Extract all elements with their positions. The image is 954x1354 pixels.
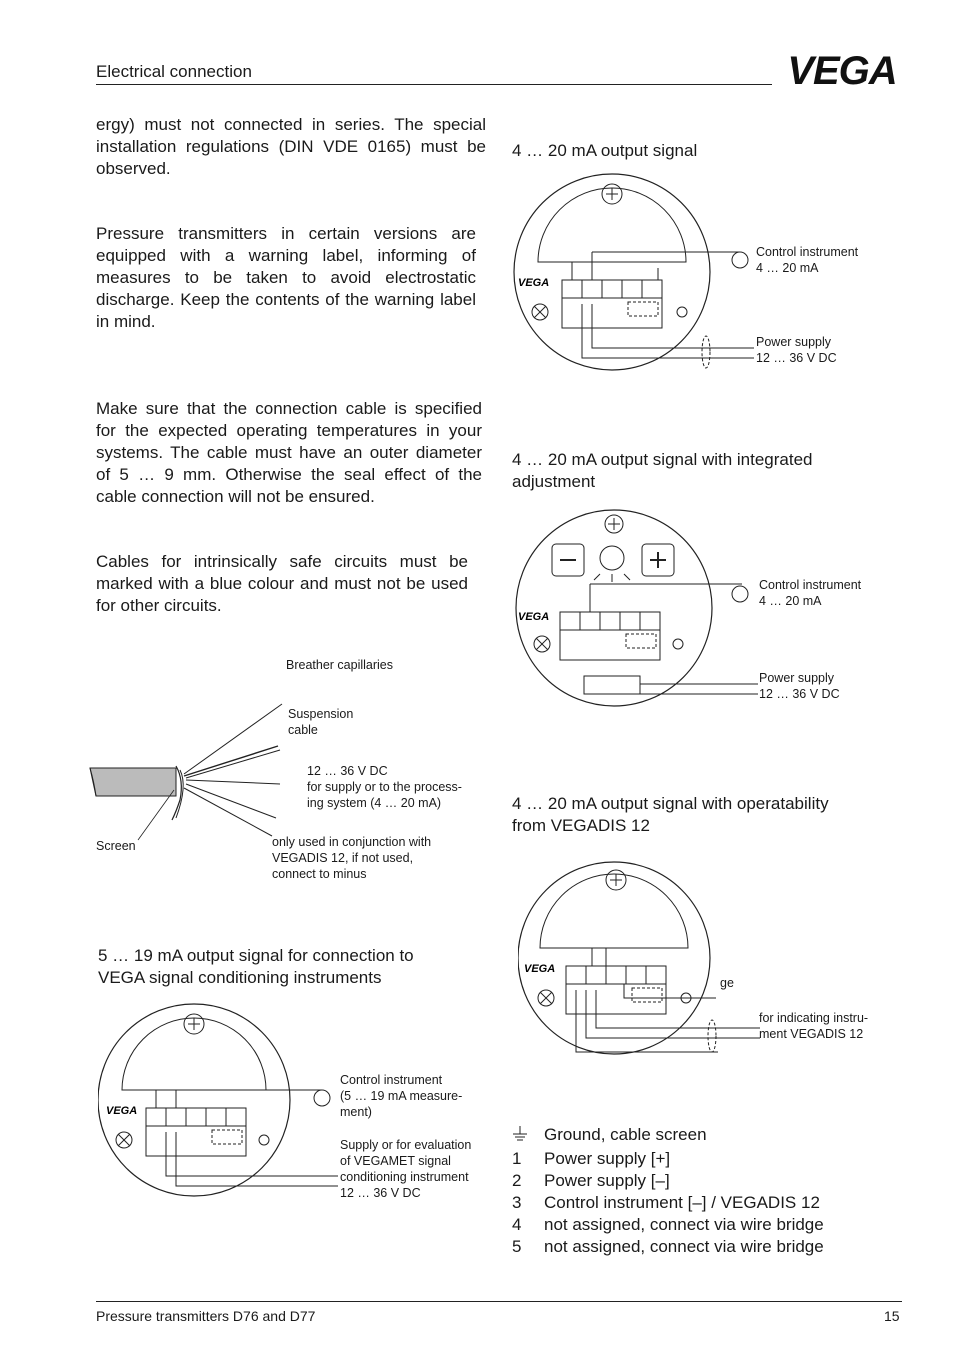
label-breather: Breather capillaries — [286, 658, 393, 672]
ground-icon — [512, 1124, 544, 1148]
legend-row-2: 2 Power supply [–] — [512, 1171, 670, 1190]
svg-text:VEGA: VEGA — [524, 963, 556, 975]
label-control-5-19: Control instrument (5 … 19 mA measure- ment) — [340, 1073, 463, 1119]
paragraph-series: ergy) must not connected in series. The special installation regulations (DIN VDE 0165) must be observed. — [96, 115, 486, 178]
label-indicating-vegadis: for indicating instru- ment VEGADIS 12 — [759, 1011, 869, 1041]
paragraph-warning-label: Pressure transmitters in certain versions are equipped with a warning label, informing of measures to be taken to avoid electrostatic discharge. Keep the contents of the warning label in mind. — [96, 224, 476, 331]
page-header-title: Electrical connection — [96, 62, 252, 81]
label-control-4-20: Control instrument 4 … 20 mA — [756, 245, 859, 275]
housing-diagram-4-20-vegadis — [518, 860, 760, 1060]
legend-row-3: 3 Control instrument [–] / VEGADIS 12 — [512, 1193, 820, 1212]
heading-4-20ma-vegadis: 4 … 20 mA output signal with operatability from VEGADIS 12 — [512, 794, 829, 835]
label-control-4-20-adj: Control instrument 4 … 20 mA — [759, 578, 862, 608]
vega-logo — [782, 52, 902, 88]
legend-row-4: 4 not assigned, connect via wire bridge — [512, 1215, 824, 1234]
label-supply: 12 … 36 V DC for supply or to the process- ing system (4 … 20 mA) — [307, 764, 462, 810]
header-rule — [96, 84, 772, 85]
svg-text:VEGA: VEGA — [518, 611, 550, 623]
footer-doc-title: Pressure transmitters D76 and D77 — [96, 1308, 316, 1324]
label-suspension: Suspension cable — [288, 707, 354, 737]
housing-diagram-4-20-adjustment — [514, 508, 758, 710]
svg-text:VEGA: VEGA — [518, 277, 550, 289]
cable-drawing — [88, 690, 388, 850]
housing-diagram-5-19 — [98, 1000, 338, 1200]
housing-diagram-4-20 — [512, 172, 754, 374]
paragraph-cable-spec: Make sure that the connection cable is specified for the expected operating temperatures in your systems. The cable must have an outer diameter of 5 … 9 mm. Otherwise the seal effect of the cable connection will not be ensured. — [96, 399, 482, 506]
svg-text:VEGA: VEGA — [787, 52, 897, 88]
label-supply-vegamet: Supply or for evaluation of VEGAMET signal conditioning instrument 12 … 36 V DC — [340, 1138, 472, 1200]
heading-4-20ma: 4 … 20 mA output signal — [512, 141, 698, 160]
label-power-4-20-adj: Power supply 12 … 36 V DC — [759, 671, 840, 701]
legend-row-1: 1 Power supply [+] — [512, 1149, 671, 1168]
heading-4-20ma-adjustment: 4 … 20 mA output signal with integrated adjustment — [512, 450, 813, 491]
terminal-legend — [512, 1124, 824, 1258]
svg-text:VEGA: VEGA — [106, 1105, 138, 1117]
label-power-4-20: Power supply 12 … 36 V DC — [756, 335, 837, 365]
label-ge: ge — [720, 976, 734, 990]
footer-rule — [96, 1301, 902, 1302]
paragraph-intrinsic-safety: Cables for intrinsically safe circuits must be marked with a blue colour and must not be used for other circuits. — [96, 552, 468, 615]
legend-row-ground: Ground, cable screen — [512, 1124, 824, 1148]
label-only-vegadis: only used in conjunction with VEGADIS 12, if not used, connect to minus — [272, 835, 432, 881]
heading-5-19ma: 5 … 19 mA output signal for connection to VEGA signal conditioning instruments — [98, 946, 414, 987]
page-number: 15 — [884, 1308, 900, 1324]
legend-row-5: 5 not assigned, connect via wire bridge — [512, 1237, 824, 1256]
label-screen: Screen — [96, 839, 136, 853]
